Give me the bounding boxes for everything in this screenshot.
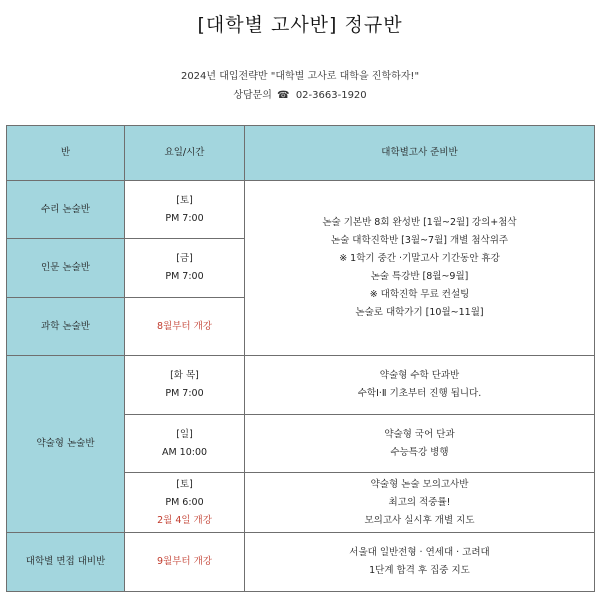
table-row — [7, 533, 595, 592]
schedule-table — [6, 125, 595, 592]
phone-number: 02-3663-1920 — [295, 90, 367, 101]
desc-line: 모의고사 실시후 개별 지도 — [364, 514, 475, 526]
desc-line: 약술형 논술 모의고사반 — [370, 478, 469, 490]
yak3-desc — [245, 473, 595, 533]
table-row — [7, 181, 595, 239]
desc-line: 1단계 합격 후 집중 지도 — [369, 565, 470, 576]
interview-desc — [245, 533, 595, 592]
time-yak3 — [125, 473, 245, 533]
class-math: 수리 논술반 — [7, 181, 125, 239]
page-title: [대학별 고사반] 정규반 — [197, 14, 403, 36]
contact-label: 상담문의 — [233, 90, 272, 101]
desc-line: 논술 특강반 [8월~9월] — [370, 271, 469, 282]
time-day: [토] — [176, 478, 193, 490]
table-header-row — [7, 126, 595, 181]
phone-icon: ☎ — [277, 90, 290, 101]
class-yakseol: 약술형 논술반 — [7, 356, 125, 533]
class-interview: 대학별 면접 대비반 — [7, 533, 125, 592]
contact-line — [0, 86, 600, 101]
time-day: [금] — [176, 253, 193, 264]
desc-line: 논술 대학진학반 [3월~7월] 개별 첨삭위주 — [330, 235, 509, 246]
time-interview — [125, 533, 245, 592]
desc-line: 수학Ⅰ·Ⅱ 기초부터 진행 됩니다. — [357, 388, 482, 399]
desc-line: ※ 대학진학 무료 컨설팅 — [369, 289, 470, 300]
time-hour: AM 10:00 — [161, 446, 208, 458]
start-note: 8월부터 개강 — [157, 320, 212, 332]
desc-line: 약술형 국어 단과 — [384, 428, 455, 440]
desc-line: 약술형 수학 단과반 — [379, 370, 460, 381]
class-humanities: 인문 논술반 — [7, 239, 125, 298]
desc-line: 수능특강 병행 — [390, 446, 449, 458]
time-yak2 — [125, 415, 245, 473]
desc-line: 서울대 일반전형 · 연세대 · 고려대 — [349, 547, 490, 558]
desc-line: 최고의 적중률! — [388, 496, 451, 508]
time-hour: PM 6:00 — [165, 496, 204, 508]
time-hour: PM 7:00 — [165, 212, 204, 224]
header-class: 반 — [7, 126, 125, 181]
time-day: [토] — [176, 194, 193, 206]
time-yak1 — [125, 356, 245, 415]
time-day: [일] — [176, 428, 193, 440]
start-note: 9월부터 개강 — [157, 556, 212, 567]
header-program: 대학별고사 준비반 — [245, 126, 595, 181]
time-day: [화 목] — [170, 370, 199, 381]
header-schedule: 요일/시간 — [125, 126, 245, 181]
essay-program-desc — [245, 181, 595, 356]
class-science: 과학 논술반 — [7, 298, 125, 356]
time-hour: PM 7:00 — [165, 271, 204, 282]
time-science — [125, 298, 245, 356]
time-math — [125, 181, 245, 239]
desc-line: ※ 1학기 중간 ·기말고사 기간동안 휴강 — [339, 253, 500, 264]
start-note: 2월 4일 개강 — [157, 514, 212, 526]
table-row — [7, 356, 595, 415]
yak1-desc — [245, 356, 595, 415]
page-subtitle: 2024년 대입전략반 "대학별 고사로 대학을 진학하자!" — [180, 71, 420, 82]
desc-line: 논술로 대학가기 [10월~11월] — [355, 307, 484, 318]
time-humanities — [125, 239, 245, 298]
time-hour: PM 7:00 — [165, 388, 204, 399]
desc-line: 논술 기본반 8회 완성반 [1월~2월] 강의+첨삭 — [322, 217, 517, 228]
yak2-desc — [245, 415, 595, 473]
